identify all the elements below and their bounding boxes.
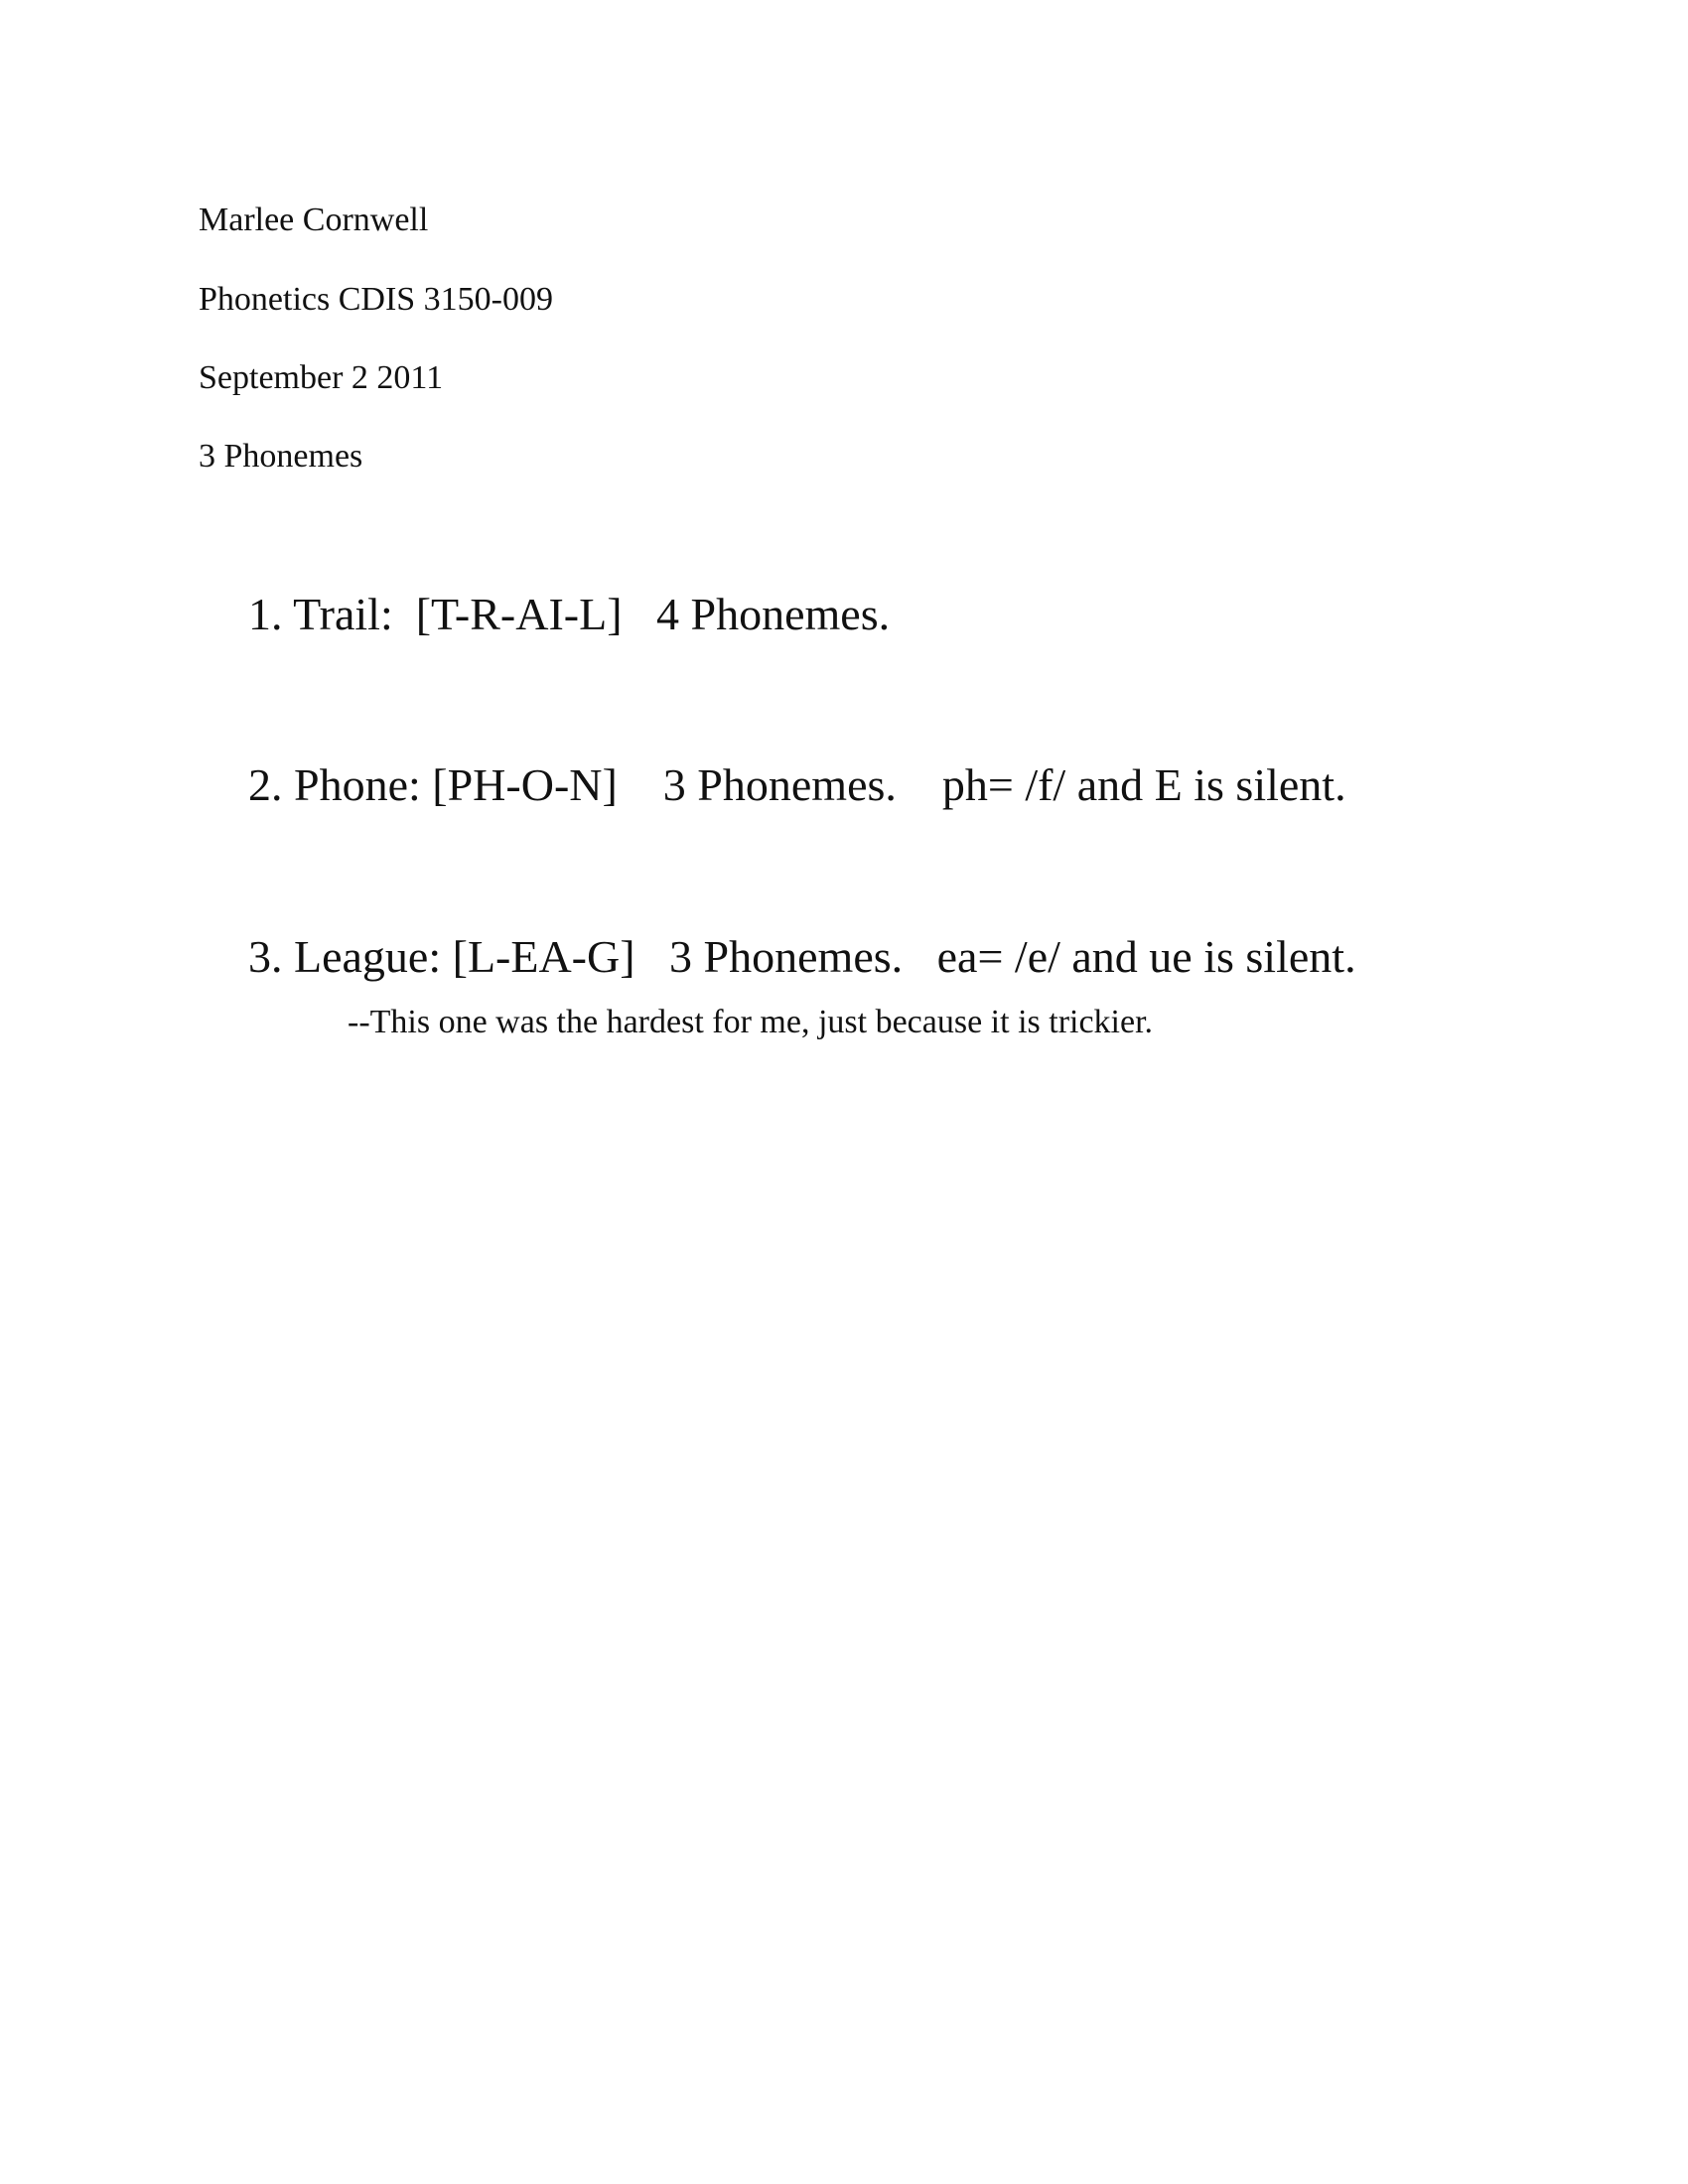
author-name: Marlee Cornwell (199, 202, 429, 238)
course-line: Phonetics CDIS 3150-009 (199, 281, 553, 318)
assignment-title: 3 Phonemes (199, 438, 363, 475)
list-item: 3. League: [L-EA-G] 3 Phonemes. ea= /e/ and ue is silent. (248, 931, 1356, 982)
item-note: --This one was the hardest for me, just because it is trickier. (348, 1004, 1154, 1040)
list-item: 1. Trail: [T-R-AI-L] 4 Phonemes. (248, 589, 891, 639)
list-item: 2. Phone: [PH-O-N] 3 Phonemes. ph= /f/ and E is silent. (248, 759, 1346, 810)
date-line: September 2 2011 (199, 359, 444, 396)
